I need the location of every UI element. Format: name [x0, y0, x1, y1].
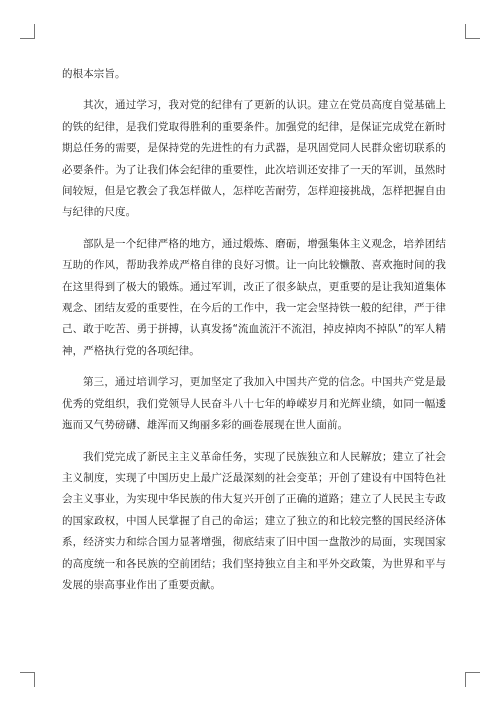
paragraph-party-belief: 第三，通过培训学习，更加坚定了我加入中国共产党的信念。中国共产党是最优秀的党组织，我们党领导人民奋斗八十七年的峥嵘岁月和光辉业绩，如同一幅逶迤而又气势磅礴、雄浑而又绚丽多彩的画卷展现在世人面前。 — [62, 376, 446, 432]
crop-mark-bottom-right — [465, 672, 480, 687]
body-text — [62, 64, 446, 606]
crop-mark-top-left — [20, 24, 35, 39]
crop-mark-bottom-left — [20, 672, 35, 687]
paragraph-military-training: 部队是一个纪律严格的地方，通过煅炼、磨砺，增强集体主义观念，培养团结互助的作风，帮助我养成严格自律的良好习惯。让一向比较懒散、喜欢拖时间的我在这里得到了极大的锻炼。通过军训，改正了很多缺点，更重要的是让我知道集体观念、团结友爱的重要性，在今后的工作中，我一定会坚持铁一般的纪律，严于律己、敢于吃苦、勇于拼搏，认真发扬“流血流汗不流泪，掉皮掉肉不掉队”的军人精神，严格执行党的各项纪律。 — [62, 237, 446, 357]
paragraph-party-achievements: 我们党完成了新民主主义革命任务，实现了民族独立和人民解放；建立了社会主义制度，实现了中国历史上最广泛最深刻的社会变革；开创了建设有中国特色社会主义事业，为实现中华民族的伟大复兴开创了正确的道路；建立了人民民主专政的国家政权，中国人民掌握了自己的命运；建立了独立的和比较完整的国民经济体系，经济实力和综合国力显著增强，彻底结束了旧中国一盘散沙的局面，实现国家的高度统一和各民族的空前团结；我们坚持独立自主和平外交政策，为世界和平与发展的崇高事业作出了重要贡献。 — [62, 450, 446, 591]
paragraph-discipline: 其次，通过学习，我对党的纪律有了更新的认识。建立在党员高度自觉基础上的铁的纪律，是我们党取得胜利的重要条件。加强党的纪律，是保证完成党在新时期总任务的需要，是保持党的先进性的有力武器，是巩固党同人民群众密切联系的必要条件。为了让我们体会纪律的重要性，此次培训还安排了一天的军训，虽然时间较短，但是它教会了我怎样做人，怎样吃苦耐劳，怎样迎接挑战，怎样把握自由与纪律的尺度。 — [62, 99, 446, 219]
paragraph-continuation: 的根本宗旨。 — [62, 68, 126, 80]
crop-mark-top-right — [465, 24, 480, 39]
